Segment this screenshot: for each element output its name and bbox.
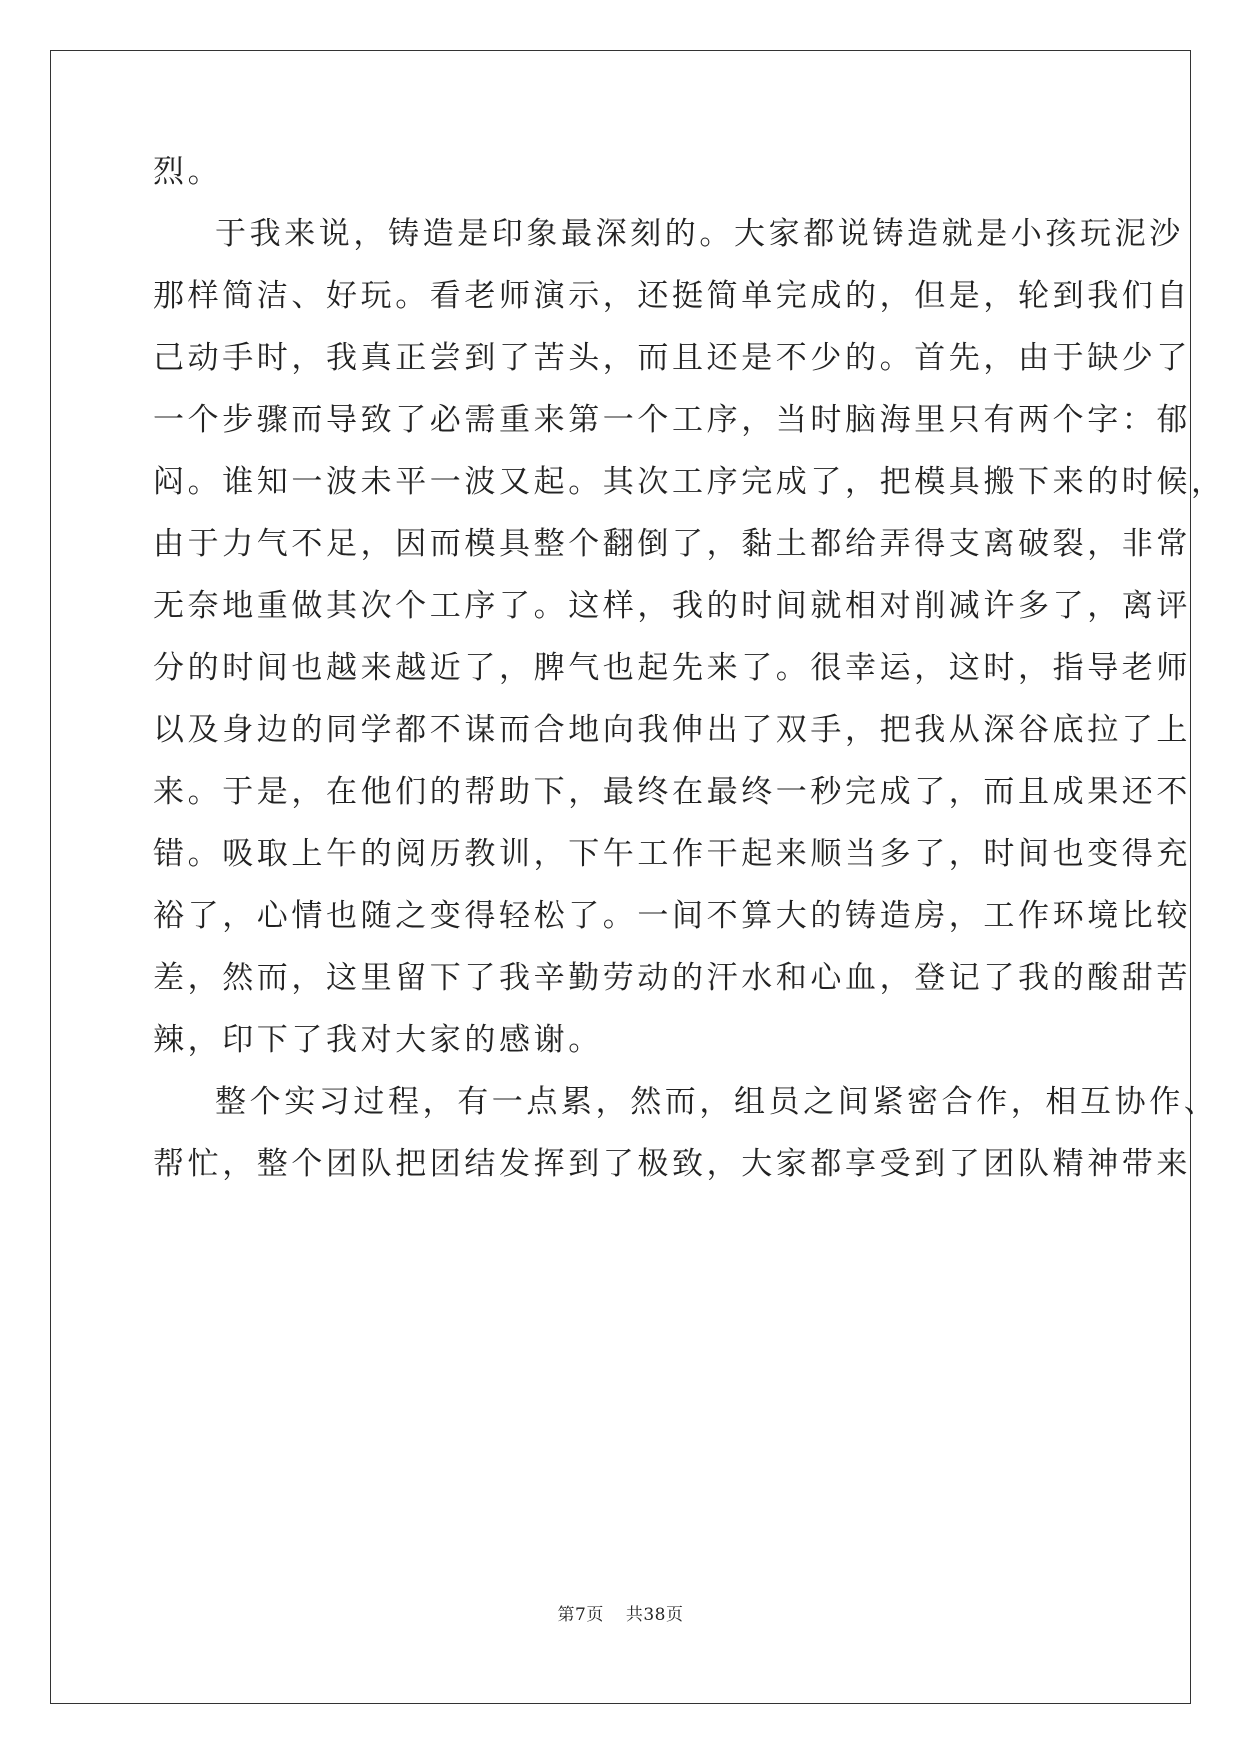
page-total: 共38页 [625, 1605, 684, 1625]
text-line: 以及身边的同学都不谋而合地向我伸出了双手，把我从深谷底拉了上 [153, 712, 1191, 748]
text-line: 无奈地重做其次个工序了。这样，我的时间就相对削减许多了，离评 [153, 588, 1191, 624]
text-line: 那样简洁、好玩。看老师演示，还挺简单完成的，但是，轮到我们自 [153, 278, 1191, 314]
text-line: 闷。谁知一波未平一波又起。其次工序完成了，把模具搬下来的时候， [153, 464, 1226, 500]
text-line: 一个步骤而导致了必需重来第一个工序，当时脑海里只有两个字：郁 [153, 402, 1191, 438]
text-line: 由于力气不足，因而模具整个翻倒了，黏土都给弄得支离破裂，非常 [153, 526, 1191, 562]
text-line: 辣，印下了我对大家的感谢。 [153, 1022, 603, 1058]
page-footer [0, 1600, 1241, 1625]
text-line: 来。于是，在他们的帮助下，最终在最终一秒完成了，而且成果还不 [153, 774, 1191, 810]
text-line: 帮忙，整个团队把团结发挥到了极致，大家都享受到了团队精神带来 [153, 1146, 1191, 1182]
paragraph-start-line: 于我来说，铸造是印象最深刻的。大家都说铸造就是小孩玩泥沙 [215, 216, 1184, 252]
text-line: 己动手时，我真正尝到了苦头，而且还是不少的。首先，由于缺少了 [153, 340, 1191, 376]
text-line: 裕了，心情也随之变得轻松了。一间不算大的铸造房，工作环境比较 [153, 898, 1191, 934]
text-line: 烈。 [153, 154, 223, 190]
text-line: 差，然而，这里留下了我辛勤劳动的汗水和心血，登记了我的酸甜苦 [153, 960, 1191, 996]
paragraph-start-line: 整个实习过程，有一点累，然而，组员之间紧密合作，相互协作、 [215, 1084, 1219, 1120]
page-number: 第7页 [557, 1605, 604, 1625]
text-line: 分的时间也越来越近了，脾气也起先来了。很幸运，这时，指导老师 [153, 650, 1191, 686]
text-line: 错。吸取上午的阅历教训，下午工作干起来顺当多了，时间也变得充 [153, 836, 1191, 872]
